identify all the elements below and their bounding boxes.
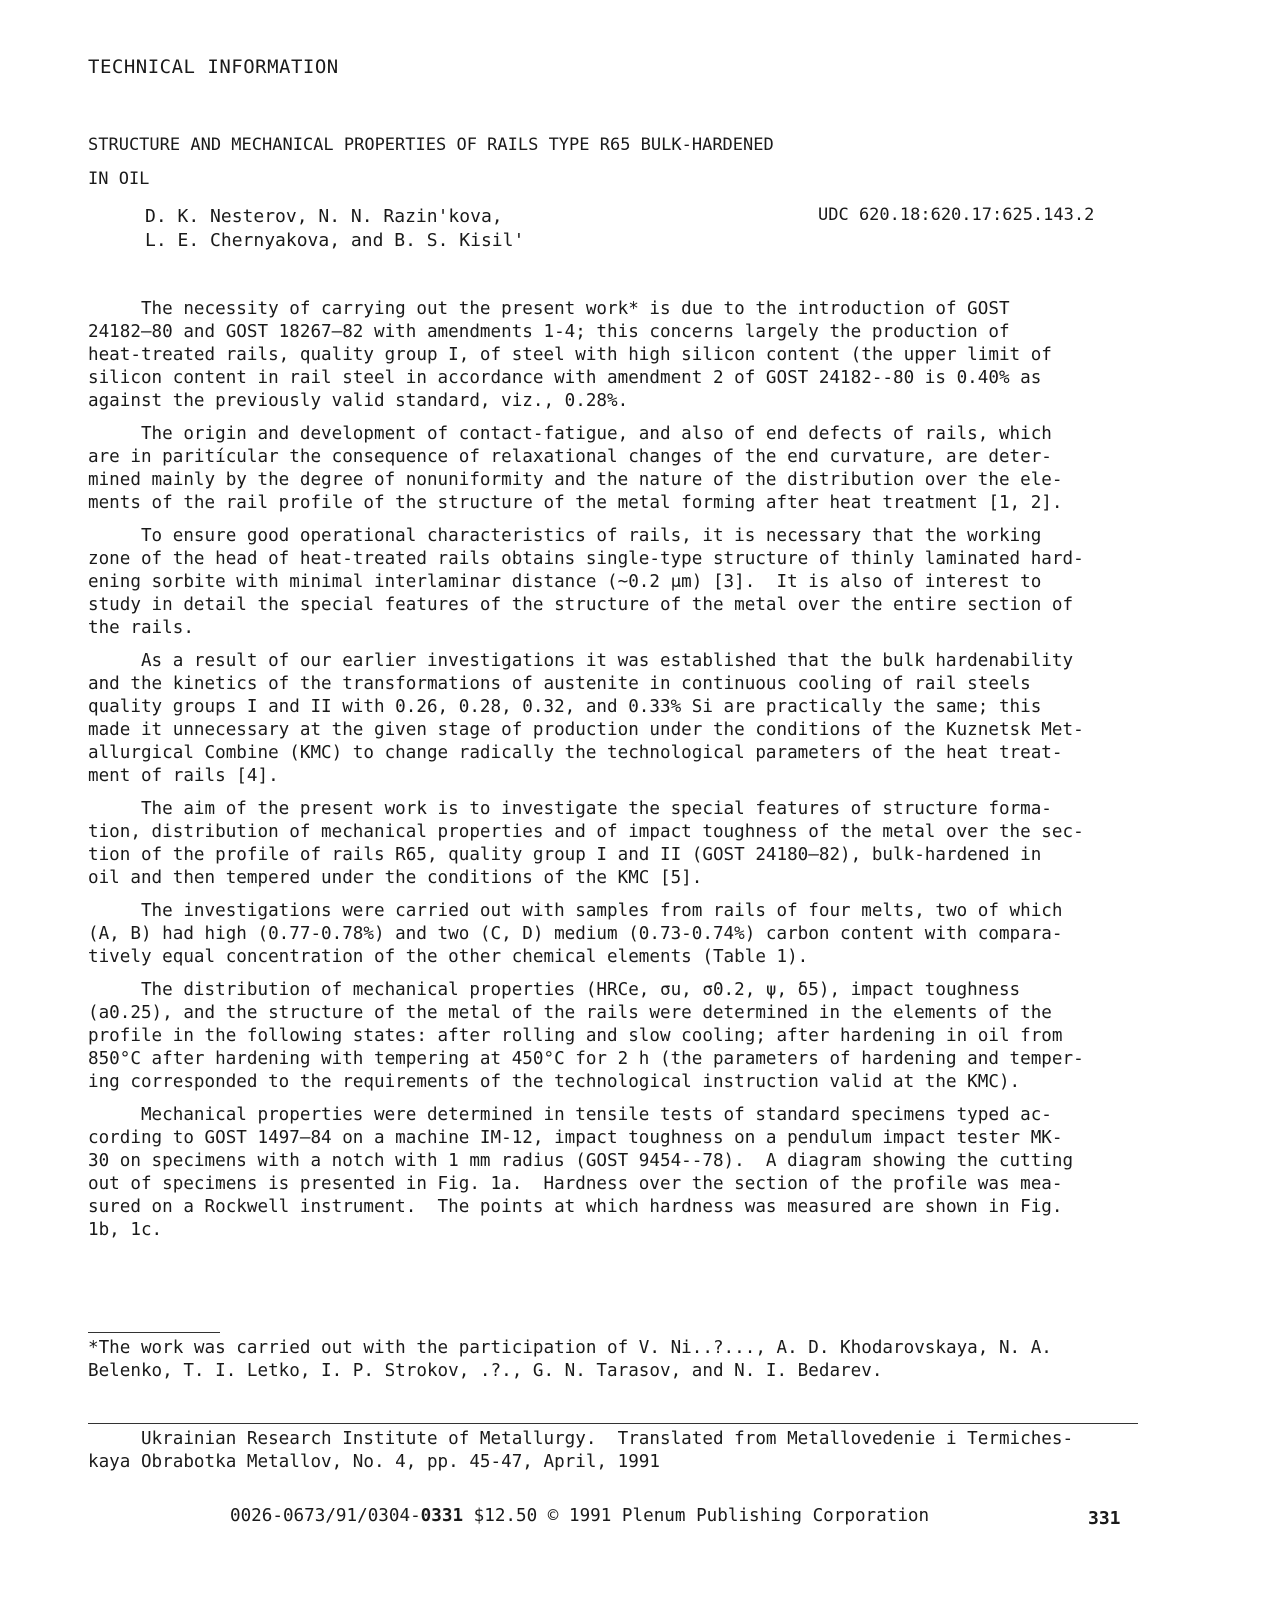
- text-line: against the previously valid standard, viz., 0.28%.: [88, 391, 629, 411]
- text-line: the rails.: [88, 618, 194, 638]
- code-prefix: 0026-0673/91/0304-: [230, 1506, 421, 1526]
- text-line: 24182—80 and GOST 18267—82 with amendments 1-4; this concerns largely the production of: [88, 322, 1010, 342]
- title-line: STRUCTURE AND MECHANICAL PROPERTIES OF RAILS TYPE R65 BULK-HARDENED: [88, 135, 774, 155]
- affiliation-line: kaya Obrabotka Metallov, No. 4, pp. 45-47, April, 1991: [88, 1452, 660, 1472]
- text-line: cording to GOST 1497—84 on a machine IM-12, impact toughness on a pendulum impact tester MK-: [88, 1128, 1063, 1148]
- paragraph-4: [88, 650, 1148, 788]
- text-line: study in detail the special features of the structure of the metal over the entire section of: [88, 595, 1074, 615]
- affiliation-divider: [88, 1423, 1138, 1424]
- footnote: [88, 1337, 1148, 1383]
- paragraph-1: [88, 298, 1148, 413]
- text-line: made it unnecessary at the given stage of production under the conditions of the Kuznetsk Met-: [88, 720, 1084, 740]
- text-line: and the kinetics of the transformations of austenite in continuous cooling of rail steels: [88, 674, 1031, 694]
- paragraph-5: [88, 798, 1148, 890]
- text-line: The necessity of carrying out the present work* is due to the introduction of GOST: [88, 299, 1010, 319]
- author-line: D. K. Nesterov, N. N. Razin'kova,: [145, 206, 503, 227]
- text-line: profile in the following states: after rolling and slow cooling; after hardening in oil from: [88, 1026, 1063, 1046]
- affiliation-line: Ukrainian Research Institute of Metallurgy. Translated from Metallovedenie i Termiches-: [88, 1429, 1074, 1449]
- text-line: The distribution of mechanical properties (HRCe, σu, σ0.2, ψ, δ5), impact toughness: [88, 980, 1021, 1000]
- code-suffix: $12.50 © 1991 Plenum Publishing Corporation: [463, 1506, 930, 1526]
- text-line: heat-treated rails, quality group I, of steel with high silicon content (the upper limit of: [88, 345, 1052, 365]
- text-line: The investigations were carried out with samples from rails of four melts, two of which: [88, 901, 1063, 921]
- page-number: 331: [1088, 1508, 1121, 1529]
- paragraph-6: [88, 900, 1148, 969]
- article-body: [88, 298, 1148, 1252]
- text-line: The origin and development of contact-fatigue, and also of end defects of rails, which: [88, 424, 1052, 444]
- text-line: As a result of our earlier investigations it was established that the bulk hardenability: [88, 651, 1074, 671]
- article-title: [88, 128, 988, 196]
- publication-code: [230, 1506, 929, 1526]
- author-list: [145, 205, 524, 253]
- text-line: allurgical Combine (KMC) to change radically the technological parameters of the heat treat-: [88, 743, 1063, 763]
- text-line: To ensure good operational characteristics of rails, it is necessary that the working: [88, 526, 1042, 546]
- title-line: IN OIL: [88, 169, 150, 189]
- text-line: quality groups I and II with 0.26, 0.28, 0.32, and 0.33% Si are practically the same; this: [88, 697, 1042, 717]
- section-heading: TECHNICAL INFORMATION: [88, 56, 339, 78]
- text-line: ments of the rail profile of the structure of the metal forming after heat treatment [1, 2].: [88, 493, 1063, 513]
- footnote-line: *The work was carried out with the participation of V. Ni..?..., A. D. Khodarovskaya, N. A.: [88, 1338, 1052, 1358]
- paragraph-8: [88, 1104, 1148, 1242]
- text-line: zone of the head of heat-treated rails obtains single-type structure of thinly laminated hard-: [88, 549, 1084, 569]
- text-line: oil and then tempered under the conditions of the KMC [5].: [88, 868, 703, 888]
- text-line: Mechanical properties were determined in tensile tests of standard specimens typed ac-: [88, 1105, 1052, 1125]
- text-line: (a0.25), and the structure of the metal of the rails were determined in the elements of the: [88, 1003, 1052, 1023]
- footnote-line: Belenko, T. I. Letko, I. P. Strokov, .?., G. N. Tarasov, and N. I. Bedarev.: [88, 1361, 883, 1381]
- text-line: ment of rails [4].: [88, 766, 279, 786]
- code-bold: 0331: [420, 1506, 464, 1526]
- author-line: L. E. Chernyakova, and B. S. Kisil': [145, 230, 525, 251]
- text-line: out of specimens is presented in Fig. 1a. Hardness over the section of the profile was mea-: [88, 1174, 1063, 1194]
- text-line: mined mainly by the degree of nonuniformity and the nature of the distribution over the ele-: [88, 470, 1063, 490]
- text-line: ing corresponded to the requirements of the technological instruction valid at the KMC).: [88, 1072, 1021, 1092]
- text-line: (A, B) had high (0.77-0.78%) and two (C, D) medium (0.73-0.74%) carbon content with compara-: [88, 924, 1063, 944]
- footnote-divider: [88, 1332, 220, 1333]
- udc-code: UDC 620.18:620.17:625.143.2: [818, 205, 1095, 225]
- text-line: 1b, 1c.: [88, 1220, 163, 1240]
- text-line: silicon content in rail steel in accordance with amendment 2 of GOST 24182--80 is 0.40% as: [88, 368, 1042, 388]
- text-line: sured on a Rockwell instrument. The points at which hardness was measured are shown in Fig.: [88, 1197, 1063, 1217]
- text-line: The aim of the present work is to investigate the special features of structure forma-: [88, 799, 1052, 819]
- text-line: are in paritícular the consequence of relaxational changes of the end curvature, are deter-: [88, 447, 1052, 467]
- text-line: 30 on specimens with a notch with 1 mm radius (GOST 9454--78). A diagram showing the cutting: [88, 1151, 1074, 1171]
- text-line: 850°C after hardening with tempering at 450°C for 2 h (the parameters of hardening and temper-: [88, 1049, 1084, 1069]
- text-line: tively equal concentration of the other chemical elements (Table 1).: [88, 947, 809, 967]
- paragraph-3: [88, 525, 1148, 640]
- affiliation-note: [88, 1428, 1148, 1474]
- paragraph-7: [88, 979, 1148, 1094]
- text-line: ening sorbite with minimal interlaminar distance (~0.2 μm) [3]. It is also of interest to: [88, 572, 1042, 592]
- text-line: tion, distribution of mechanical properties and of impact toughness of the metal over the sec-: [88, 822, 1084, 842]
- text-line: tion of the profile of rails R65, quality group I and II (GOST 24180—82), bulk-hardened in: [88, 845, 1042, 865]
- paragraph-2: [88, 423, 1148, 515]
